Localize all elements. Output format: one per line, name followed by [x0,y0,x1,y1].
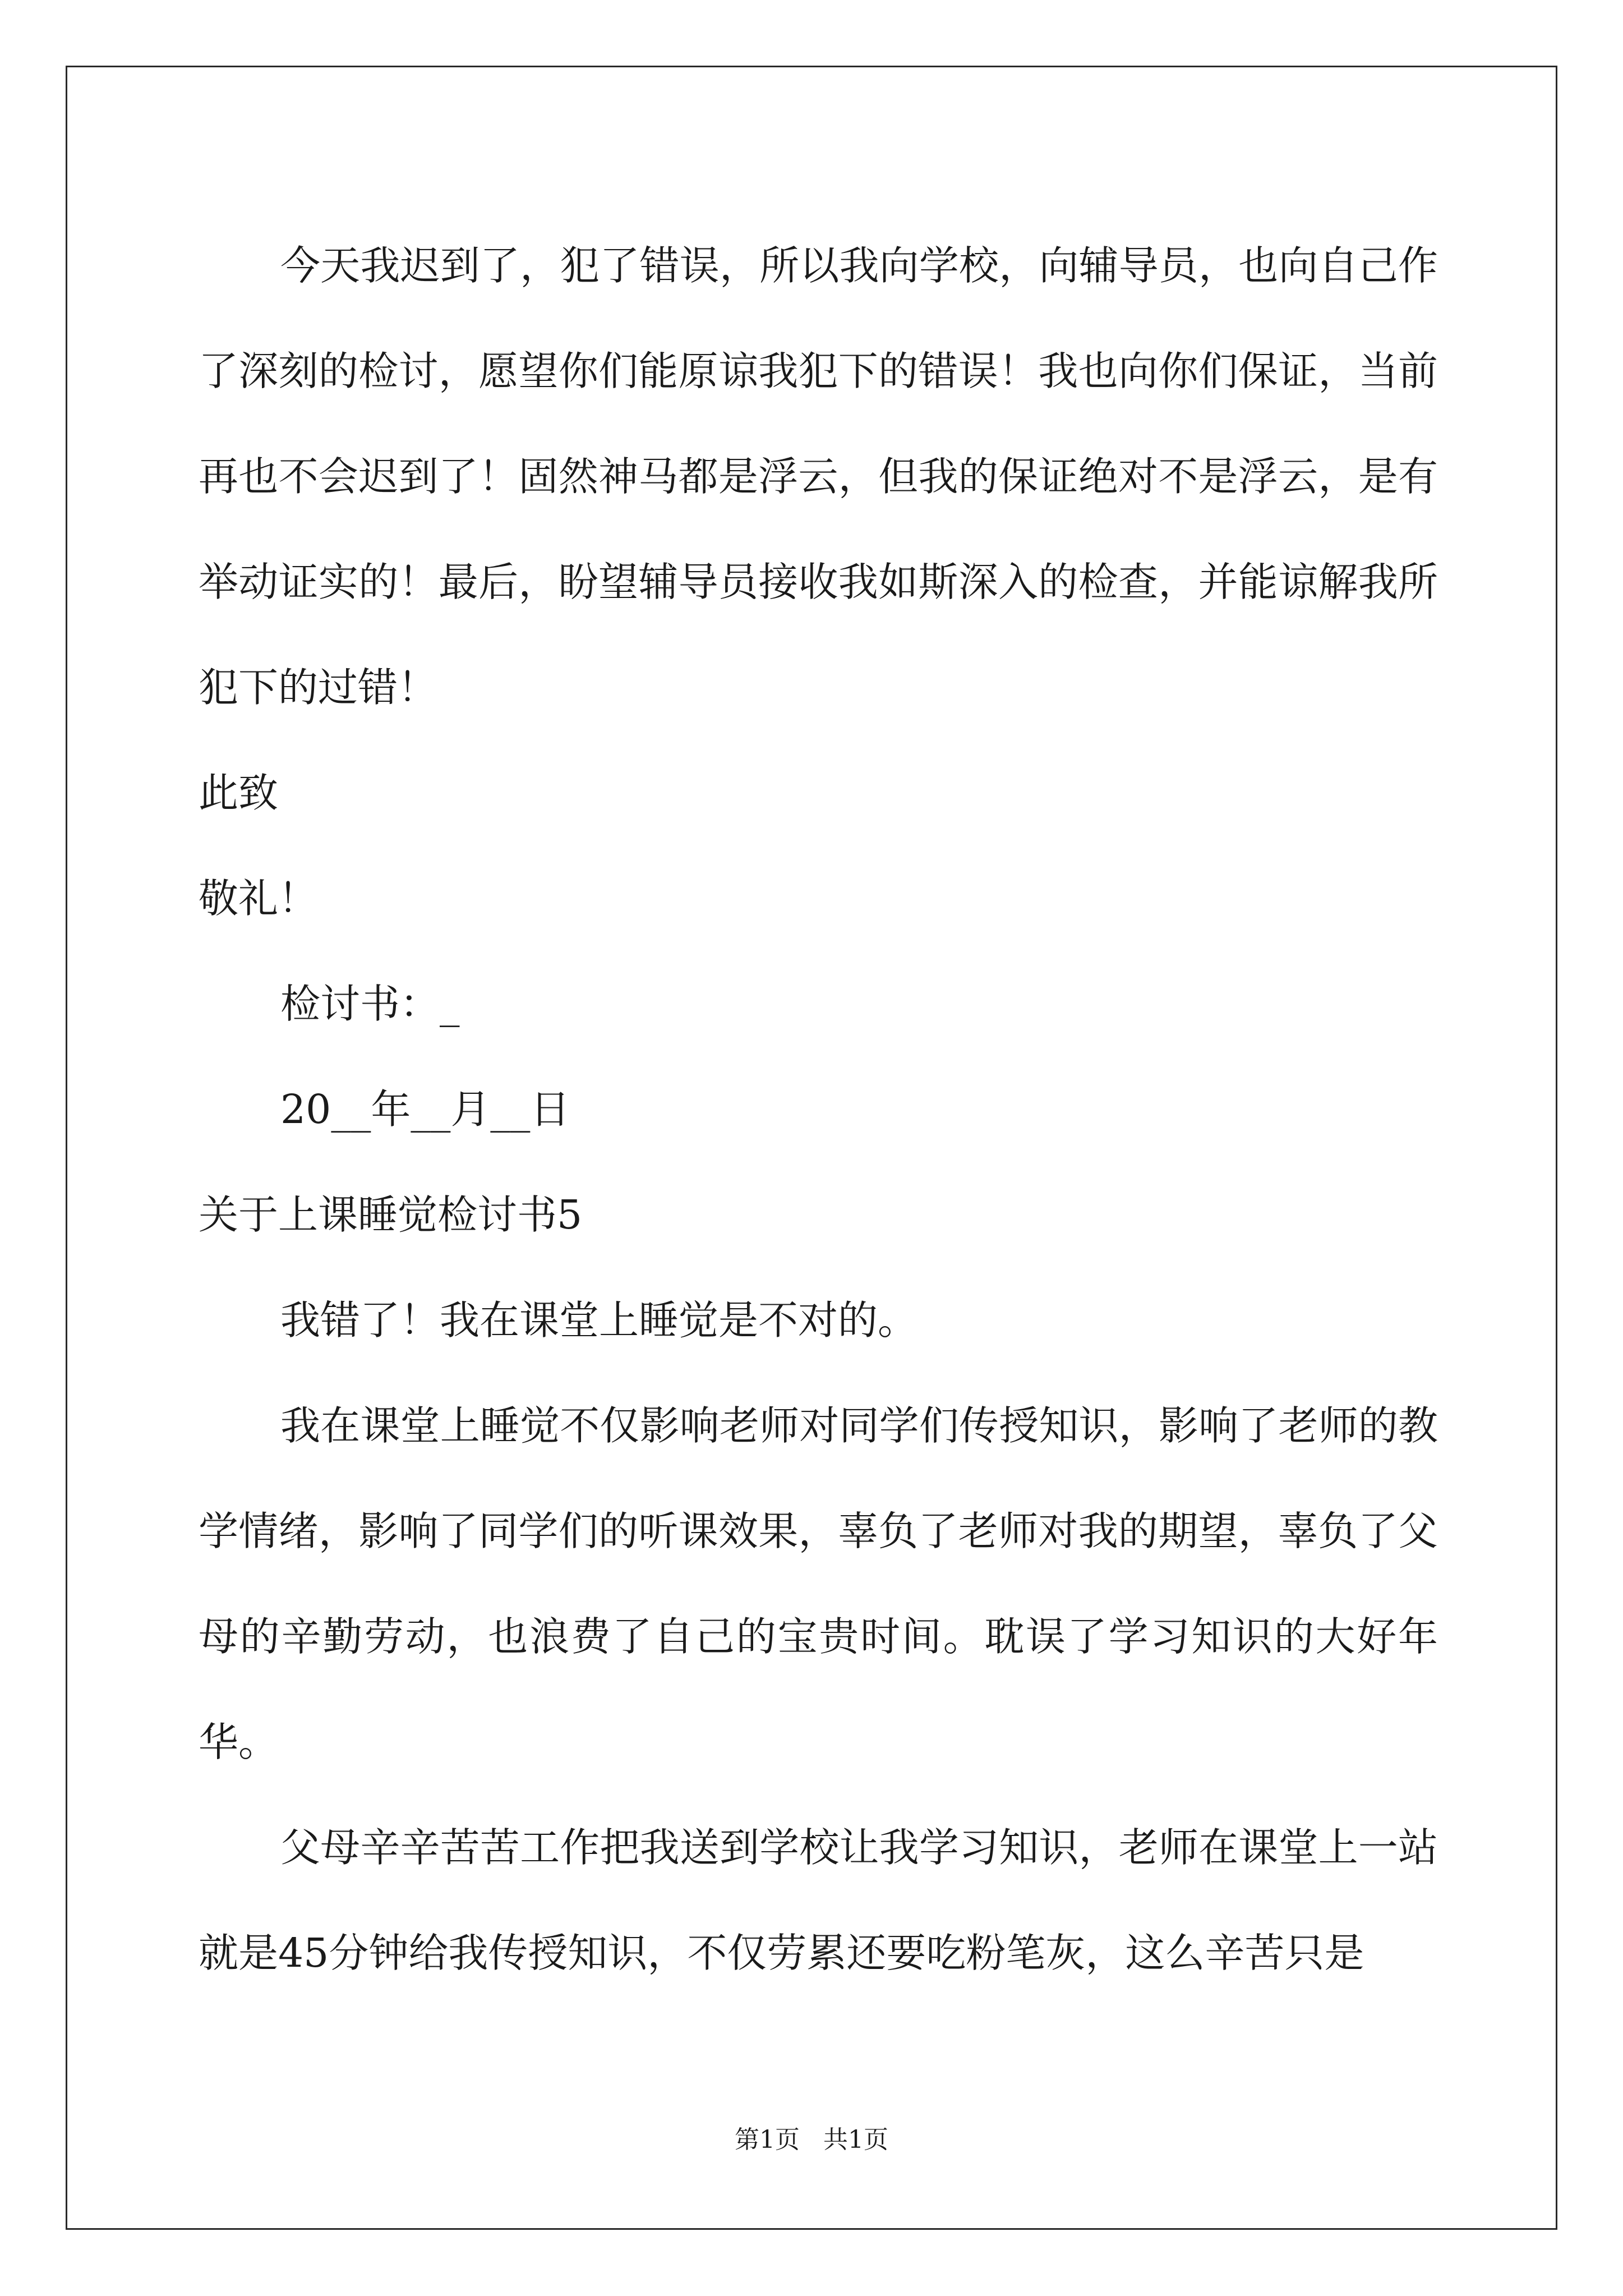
paragraph-admission: 我错了！我在课堂上睡觉是不对的。 [280,1297,918,1343]
signature-line: 检讨书：_ [280,981,460,1027]
section-heading: 关于上课睡觉检讨书5 [199,1191,583,1238]
page-footer: 第1页 共1页 [735,2125,888,2154]
date-line: 20__年__月__日 [280,1086,570,1133]
closing-regards: 敬礼！ [199,875,319,922]
paragraph-impact: 我在课堂上睡觉不仅影响老师对同学们传授知识，影响了老师的教学情绪，影响了同学们的听课效果，辜负了老师对我的期望，辜负了父母的辛勤劳动，也浪费了自己的宝贵时间。耽误了学习知识的大好年华。 [199,1402,1438,1765]
document-body [199,213,1438,2006]
closing-salutation: 此致 [199,770,279,816]
paragraph-apology: 今天我迟到了，犯了错误，所以我向学校，向辅导员，也向自己作了深刻的检讨，愿望你们能原谅我犯下的错误！我也向你们保证，当前再也不会迟到了！固然神马都是浮云，但我的保证绝对不是浮云，是有举动证实的！最后，盼望辅导员接收我如斯深入的检查，并能谅解我所犯下的过错！ [199,242,1438,711]
paragraph-parents-teachers: 父母辛辛苦苦工作把我送到学校让我学习知识，老师在课堂上一站就是45分钟给我传授知识，不仅劳累还要吃粉笔灰，这么辛苦只是 [199,1824,1438,1976]
